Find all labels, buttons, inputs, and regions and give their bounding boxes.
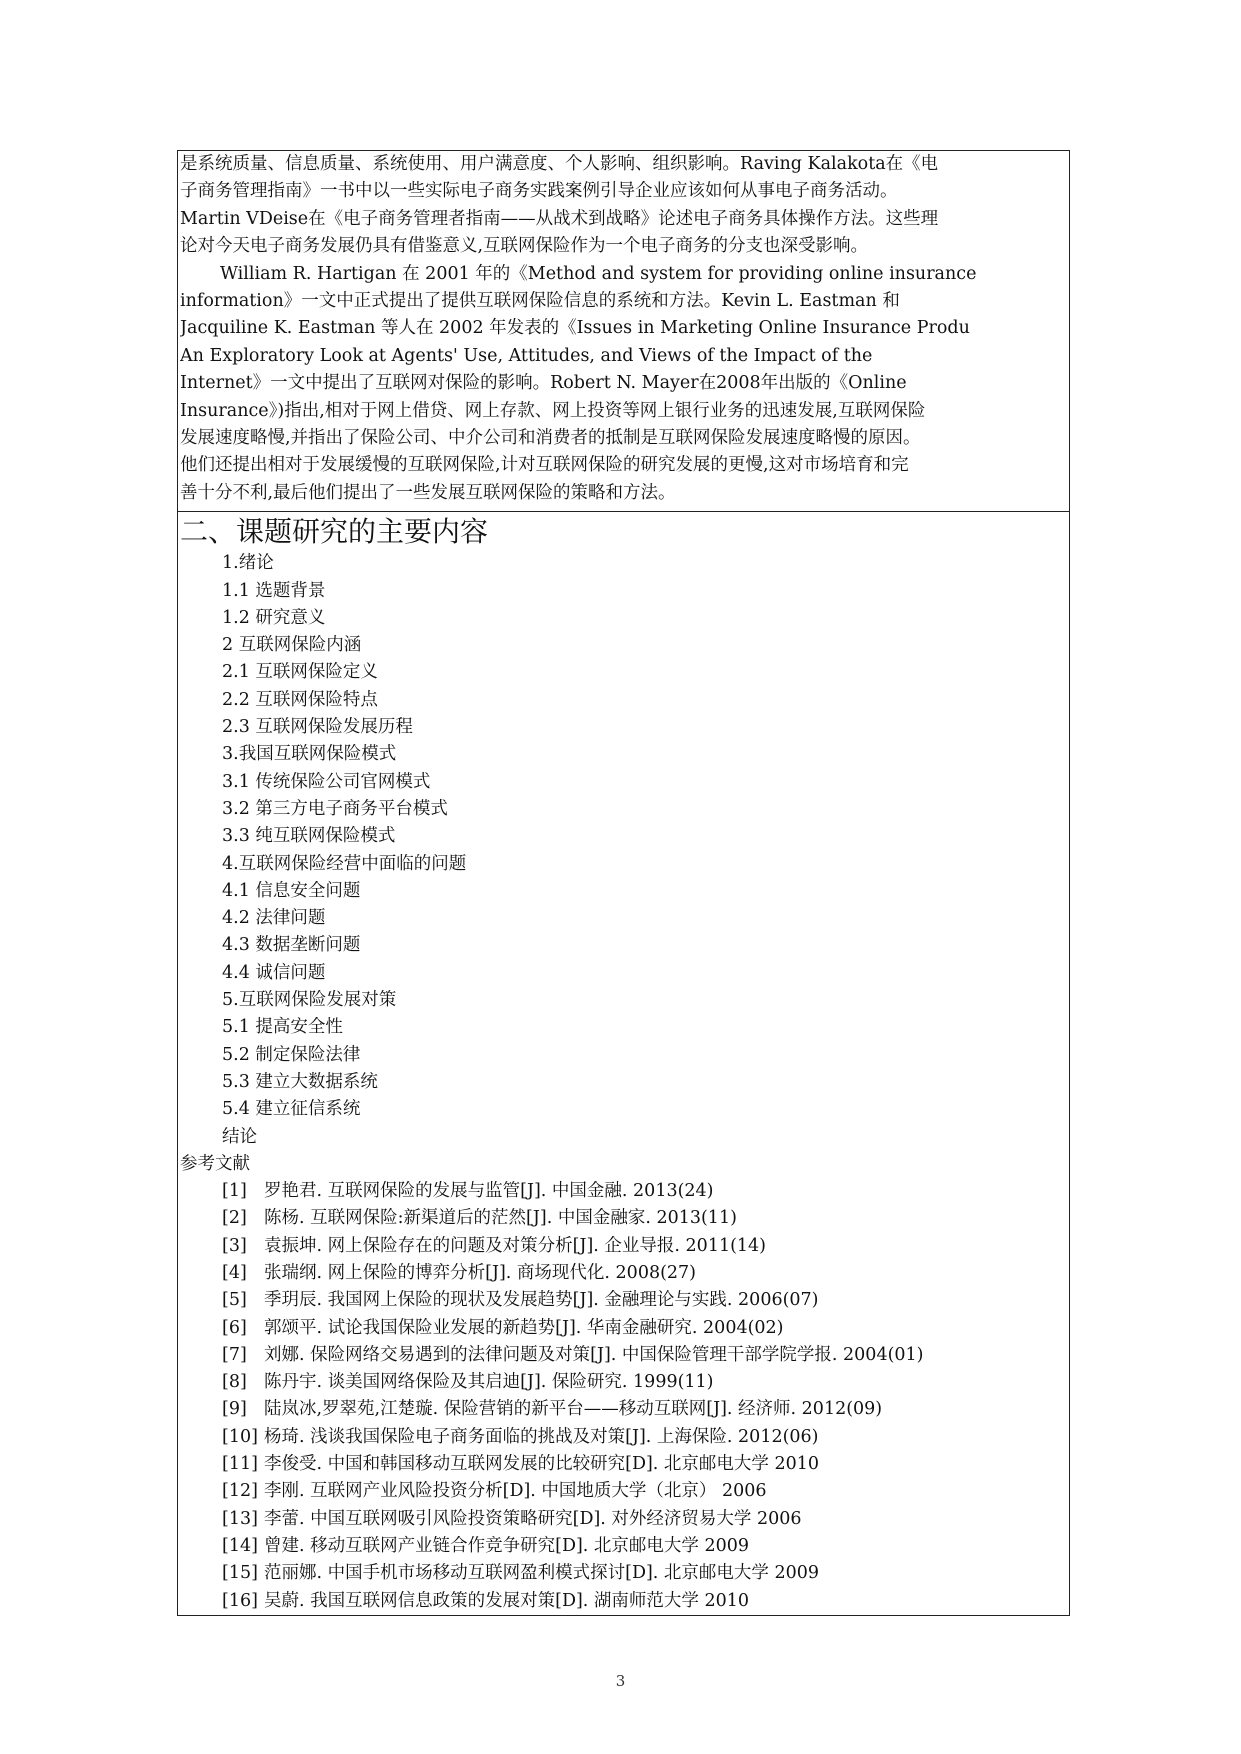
references-title: 参考文献: [180, 1153, 250, 1174]
lit-line: An Exploratory Look at Agents' Use, Attitudes, and Views of the Impact of the: [180, 345, 873, 366]
lit-line: 子商务管理指南》一书中以一些实际电子商务实践案例引导企业应该如何从事电子商务活动。: [180, 181, 898, 202]
reference-number: [12]: [222, 1481, 258, 1502]
outline-item: 1.2 研究意义: [222, 607, 326, 628]
reference-number: [11]: [222, 1454, 258, 1475]
lit-line: William R. Hartigan 在 2001 年的《Method and system for providing online insurance: [220, 263, 977, 284]
reference-text: 曾建. 移动互联网产业链合作竞争研究[D]. 北京邮电大学 2009: [264, 1535, 750, 1556]
lit-line: 发展速度略慢,并指出了保险公司、中介公司和消费者的抵制是互联网保险发展速度略慢的原因。: [180, 428, 921, 449]
reference-text: 范丽娜. 中国手机市场移动互联网盈利模式探讨[D]. 北京邮电大学 2009: [264, 1563, 820, 1584]
lit-line: Insurance》)指出,相对于网上借贷、网上存款、网上投资等网上银行业务的迅速发展,互联网保险: [180, 400, 926, 421]
outline-item: 5.2 制定保险法律: [222, 1044, 361, 1065]
reference-number: [2]: [222, 1208, 247, 1229]
document-table: [177, 150, 1070, 1616]
outline-item: 4.互联网保险经营中面临的问题: [222, 853, 467, 874]
reference-text: 李刚. 互联网产业风险投资分析[D]. 中国地质大学（北京） 2006: [264, 1481, 767, 1502]
reference-text: 陈丹宇. 谈美国网络保险及其启迪[J]. 保险研究. 1999(11): [264, 1372, 714, 1393]
reference-item: [222, 1424, 1067, 1451]
reference-item: [222, 1233, 1067, 1260]
outline-item: 3.3 纯互联网保险模式: [222, 826, 396, 847]
reference-text: 吴蔚. 我国互联网信息政策的发展对策[D]. 湖南师范大学 2010: [264, 1590, 750, 1611]
reference-item: [222, 1506, 1067, 1533]
reference-item: [222, 1369, 1067, 1396]
page-number: 3: [615, 1672, 626, 1690]
reference-item: [222, 1478, 1067, 1505]
reference-text: 张瑞纲. 网上保险的博弈分析[J]. 商场现代化. 2008(27): [264, 1263, 697, 1283]
lit-line: Martin VDeise在《电子商务管理者指南——从战术到战略》论述电子商务具体操作方法。这些理: [180, 208, 939, 229]
reference-text: 郭颂平. 试论我国保险业发展的新趋势[J]. 华南金融研究. 2004(02): [264, 1317, 784, 1338]
reference-item: [222, 1260, 1067, 1287]
reference-number: [9]: [222, 1399, 247, 1420]
reference-item: [222, 1451, 1067, 1478]
reference-item: [222, 1396, 1067, 1423]
reference-text: 陈杨. 互联网保险:新渠道后的茫然[J]. 中国金融家. 2013(11): [264, 1208, 737, 1229]
outline-item: 4.3 数据垄断问题: [222, 935, 361, 956]
outline-item: 2.3 互联网保险发展历程: [222, 717, 413, 738]
outline-item: 2.1 互联网保险定义: [222, 662, 378, 683]
reference-text: 杨琦. 浅谈我国保险电子商务面临的挑战及对策[J]. 上海保险. 2012(06): [264, 1426, 819, 1447]
reference-number: [16]: [222, 1590, 258, 1611]
reference-item: [222, 1588, 1067, 1615]
reference-number: [4]: [222, 1263, 247, 1283]
reference-text: 陆岚冰,罗翠苑,江楚璇. 保险营销的新平台——移动互联网[J]. 经济师. 2012(09): [264, 1399, 883, 1420]
reference-item: [222, 1315, 1067, 1342]
lit-line: information》一文中正式提出了提供互联网保险信息的系统和方法。Kevin L. Eastman 和: [180, 291, 900, 312]
lit-line: Jacquiline K. Eastman 等人在 2002 年发表的《Issues in Marketing Online Insurance Produ: [180, 318, 970, 339]
outline-item: 2 互联网保险内涵: [222, 635, 362, 656]
reference-text: 罗艳君. 互联网保险的发展与监管[J]. 中国金融. 2013(24): [264, 1181, 714, 1202]
reference-number: [10]: [222, 1426, 258, 1447]
reference-item: [222, 1342, 1067, 1369]
outline-item: 5.4 建立征信系统: [222, 1099, 361, 1120]
reference-number: [8]: [222, 1372, 247, 1393]
reference-number: [15]: [222, 1563, 258, 1584]
reference-item: [222, 1205, 1067, 1232]
reference-number: [14]: [222, 1535, 258, 1556]
outline-item: 3.我国互联网保险模式: [222, 744, 397, 765]
reference-number: [1]: [222, 1181, 247, 1202]
reference-number: [7]: [222, 1344, 247, 1365]
reference-number: [3]: [222, 1235, 247, 1256]
lit-line: 论对今天电子商务发展仍具有借鉴意义,互联网保险作为一个电子商务的分支也深受影响。: [180, 236, 869, 257]
reference-item: [222, 1560, 1067, 1587]
lit-line: 他们还提出相对于发展缓慢的互联网保险,计对互联网保险的研究发展的更慢,这对市场培育和完: [180, 455, 909, 476]
reference-number: [6]: [222, 1317, 247, 1338]
section-heading: 二、课题研究的主要内容: [180, 515, 489, 549]
reference-text: 李俊受. 中国和韩国移动互联网发展的比较研究[D]. 北京邮电大学 2010: [264, 1454, 820, 1475]
outline-item: 5.互联网保险发展对策: [222, 990, 397, 1011]
literature-review-section: [178, 151, 1069, 512]
reference-text: 季玥辰. 我国网上保险的现状及发展趋势[J]. 金融理论与实践. 2006(07): [264, 1290, 819, 1311]
outline-list: [180, 550, 1067, 1151]
main-content-section: [178, 512, 1069, 1615]
reference-text: 刘娜. 保险网络交易遇到的法律问题及对策[J]. 中国保险管理干部学院学报. 2004(01): [264, 1344, 924, 1365]
outline-item: 5.1 提高安全性: [222, 1017, 343, 1038]
outline-item: 2.2 互联网保险特点: [222, 689, 378, 710]
reference-text: 李蕾. 中国互联网吸引风险投资策略研究[D]. 对外经济贸易大学 2006: [264, 1508, 802, 1529]
lit-line: 善十分不利,最后他们提出了一些发展互联网保险的策略和方法。: [180, 482, 676, 503]
reference-number: [13]: [222, 1508, 258, 1529]
outline-item: 3.2 第三方电子商务平台模式: [222, 798, 448, 819]
reference-item: [222, 1287, 1067, 1314]
lit-line: Internet》一文中提出了互联网对保险的影响。Robert N. Mayer在2008年出版的《Online: [180, 373, 907, 394]
outline-item: 4.4 诚信问题: [222, 962, 326, 983]
references-list: [180, 1178, 1067, 1615]
outline-item: 4.2 法律问题: [222, 908, 326, 929]
reference-item: [222, 1178, 1067, 1205]
reference-item: [222, 1533, 1067, 1560]
lit-line: 是系统质量、信息质量、系统使用、用户满意度、个人影响、组织影响。Raving Kalakota在《电: [180, 154, 939, 174]
outline-item: 1.绪论: [222, 553, 274, 574]
outline-item: 结论: [222, 1126, 257, 1147]
outline-item: 5.3 建立大数据系统: [222, 1071, 378, 1092]
outline-item: 3.1 传统保险公司官网模式: [222, 771, 431, 792]
reference-number: [5]: [222, 1290, 247, 1311]
outline-item: 1.1 选题背景: [222, 580, 326, 601]
outline-item: 4.1 信息安全问题: [222, 880, 361, 901]
reference-text: 袁振坤. 网上保险存在的问题及对策分析[J]. 企业导报. 2011(14): [264, 1235, 767, 1256]
